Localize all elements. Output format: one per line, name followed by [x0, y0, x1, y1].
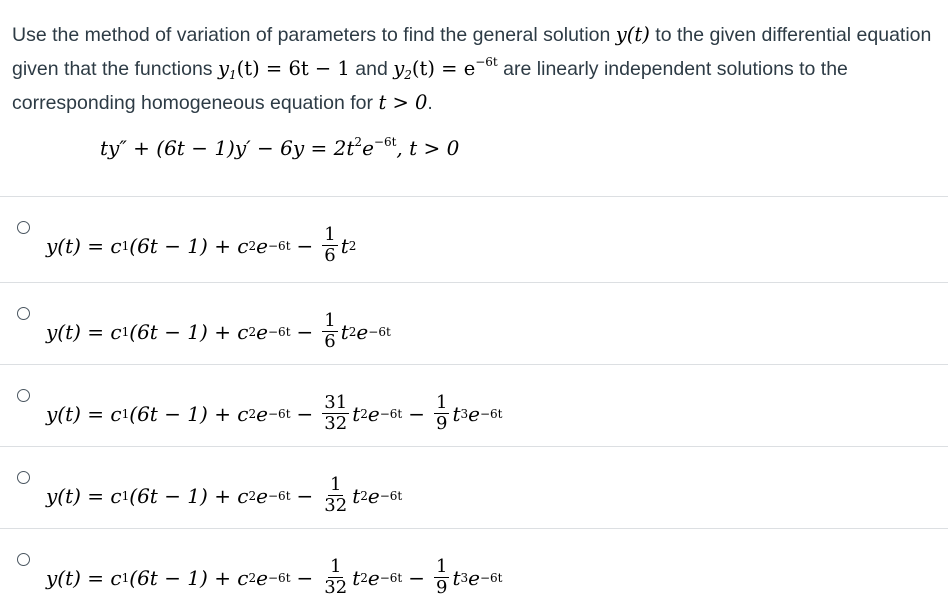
question-y-of-t: y(t) — [615, 23, 650, 46]
answer-option-4[interactable] — [0, 446, 948, 528]
radio-button-option-2[interactable] — [17, 307, 30, 320]
radio-button-option-4[interactable] — [17, 471, 30, 484]
answer-option-5[interactable] — [0, 528, 948, 610]
radio-button-option-1[interactable] — [17, 221, 30, 234]
answer-option-1[interactable] — [0, 196, 948, 282]
fraction-2-option-3: $\frac{1}{9}$ — [436, 392, 448, 434]
answer-option-3[interactable] — [0, 364, 948, 446]
question-period: . — [427, 92, 433, 114]
question-and-word: and — [355, 58, 388, 80]
differential-equation — [100, 136, 459, 160]
y1-label: $y_1$ — [217, 57, 237, 82]
question-text — [12, 18, 937, 120]
y1-definition: (t) = 6t − 1 — [236, 57, 350, 80]
equation-e-exponent: −6t — [373, 135, 397, 149]
radio-button-option-3[interactable] — [17, 389, 30, 402]
y2-label: $y_2$ — [393, 57, 412, 82]
formula-option-1: y(t) = c 1 (6t − 1) + c 2 e −6t − $\frac{1}{6}$ t 2 — [46, 224, 357, 266]
equation-t-exponent: 2 — [354, 135, 363, 149]
fraction-option-2: $\frac{1}{6}$ — [324, 310, 336, 352]
question-part3: are linearly independent solutions to the corresponding homogeneous equation for — [12, 58, 848, 114]
fraction-1-option-5: $\frac{1}{32}$ — [324, 556, 348, 598]
equation-tail: , t > 0 — [396, 136, 460, 160]
formula-option-3: y(t) = c 1 (6t − 1) + c 2 e −6t − $\frac{31}{32}$ t 2 e −6t − $\frac{1}{9}$ t 3 e −6t — [46, 392, 503, 434]
answer-option-2[interactable] — [0, 282, 948, 364]
radio-button-option-5[interactable] — [17, 553, 30, 566]
question-part2: to the given differential equation given that the functions — [12, 24, 932, 80]
question-condition: t > 0 — [378, 91, 428, 114]
equation-e: e — [362, 136, 374, 160]
formula-option-4: y(t) = c 1 (6t − 1) + c 2 e −6t − $\frac{1}{32}$ t 2 e −6t — [46, 474, 403, 516]
equation-lhs: ty″ + (6t − 1)y′ − 6y = 2t — [100, 136, 355, 160]
fraction-2-option-5: $\frac{1}{9}$ — [436, 556, 448, 598]
fraction-1-option-3: $\frac{31}{32}$ — [324, 392, 348, 434]
formula-option-2: y(t) = c 1 (6t − 1) + c 2 e −6t − $\frac{1}{6}$ t 2 e −6t — [46, 310, 391, 352]
fraction-option-4: $\frac{1}{32}$ — [324, 474, 348, 516]
fraction-option-1: $\frac{1}{6}$ — [324, 224, 336, 266]
y2-definition: $(t) = e^{-6t}$ — [411, 55, 498, 80]
answer-options — [0, 196, 948, 610]
formula-option-5: y(t) = c 1 (6t − 1) + c 2 e −6t − $\frac{1}{32}$ t 2 e −6t − $\frac{1}{9}$ t 3 e −6t — [46, 556, 503, 598]
question-part1: Use the method of variation of parameters to find the general solution — [12, 24, 611, 46]
